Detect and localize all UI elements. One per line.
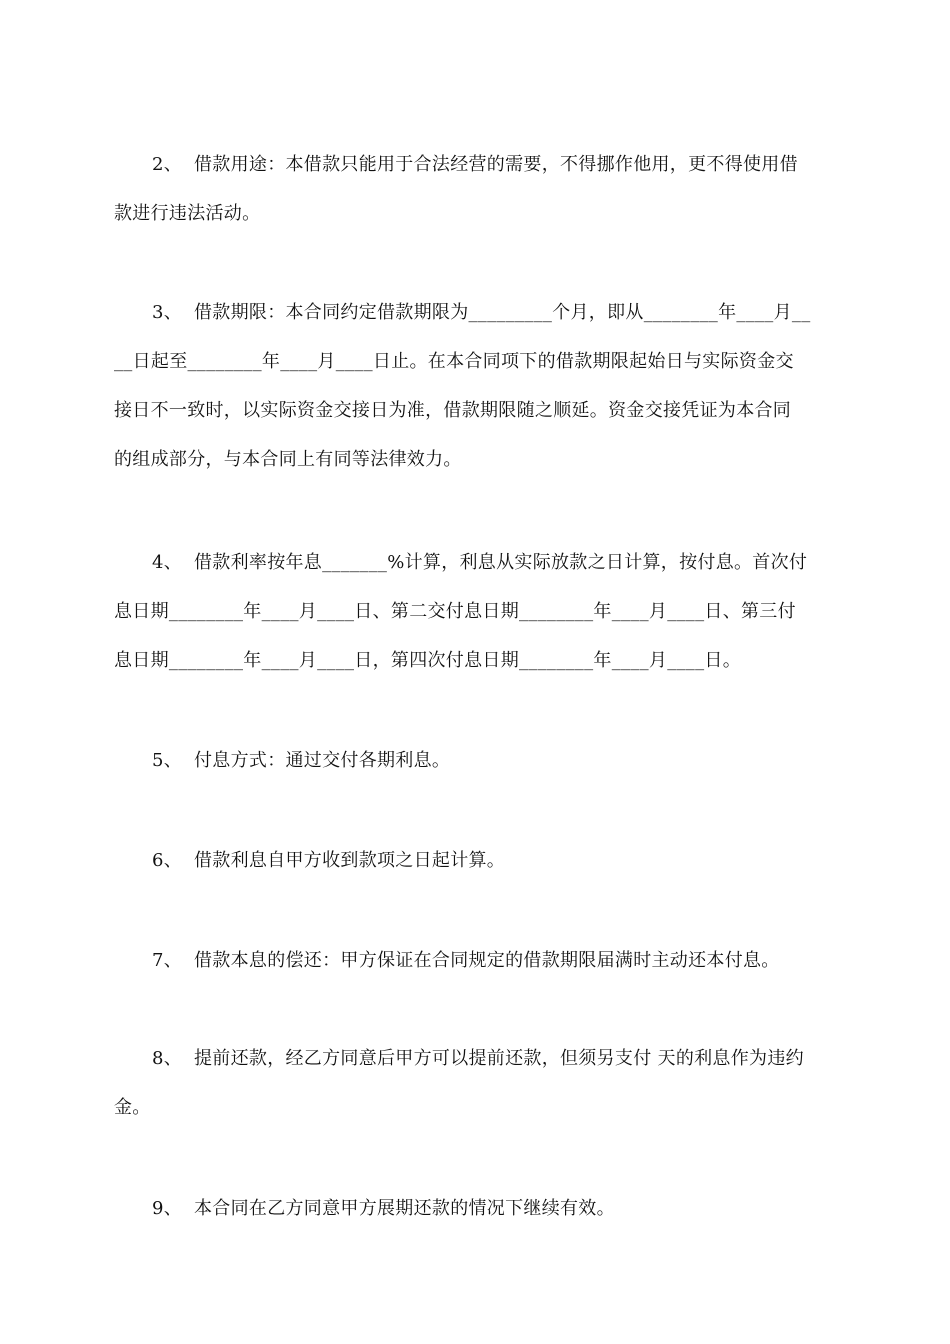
- clause-text: 息日期________年____月____日、第二交付息日期________年____月____日、第三付: [114, 601, 796, 622]
- clause-7: [114, 936, 836, 985]
- clause-text: 借款利率按年息_______%计算，利息从实际放款之日计算，按付息。首次付: [194, 552, 808, 573]
- clause-4: [114, 538, 836, 685]
- clause-9: [114, 1184, 836, 1233]
- clause-number: 8、: [152, 1048, 183, 1069]
- clause-text: 接日不一致时，以实际资金交接日为准，借款期限随之顺延。资金交接凭证为本合同: [114, 400, 792, 421]
- clause-5: [114, 736, 836, 785]
- clause-text: 本合同在乙方同意甲方展期还款的情况下继续有效。: [194, 1198, 615, 1219]
- clause-text: 借款用途：本借款只能用于合法经营的需要，不得挪作他用，更不得使用借: [194, 154, 798, 175]
- clause-text: 金。: [114, 1097, 151, 1118]
- clause-text: 的组成部分，与本合同上有同等法律效力。: [114, 449, 462, 470]
- clause-number: 4、: [152, 552, 183, 573]
- clause-6: [114, 836, 836, 885]
- clause-text: 借款利息自甲方收到款项之日起计算。: [194, 850, 506, 871]
- clause-text: 款进行违法活动。: [114, 203, 261, 224]
- clause-number: 9、: [152, 1198, 183, 1219]
- clause-text: __日起至________年____月____日止。在本合同项下的借款期限起始日与实际资金交: [114, 351, 794, 372]
- clause-text: 借款本息的偿还：甲方保证在合同规定的借款期限届满时主动还本付息。: [194, 950, 780, 971]
- clause-number: 7、: [152, 950, 183, 971]
- clause-text: 付息方式：通过交付各期利息。: [194, 750, 451, 771]
- clause-8: [114, 1034, 836, 1132]
- clause-text: 息日期________年____月____日，第四次付息日期________年____月____日。: [114, 650, 741, 671]
- clause-number: 3、: [152, 302, 183, 323]
- clause-number: 6、: [152, 850, 183, 871]
- clause-text: 提前还款，经乙方同意后甲方可以提前还款，但须另支付 天的利息作为违约: [194, 1048, 804, 1069]
- clause-3: [114, 288, 836, 484]
- clause-number: 2、: [152, 154, 183, 175]
- clause-2: [114, 140, 836, 238]
- clause-number: 5、: [152, 750, 183, 771]
- clause-text: 借款期限：本合同约定借款期限为_________个月，即从________年____月__: [194, 302, 811, 323]
